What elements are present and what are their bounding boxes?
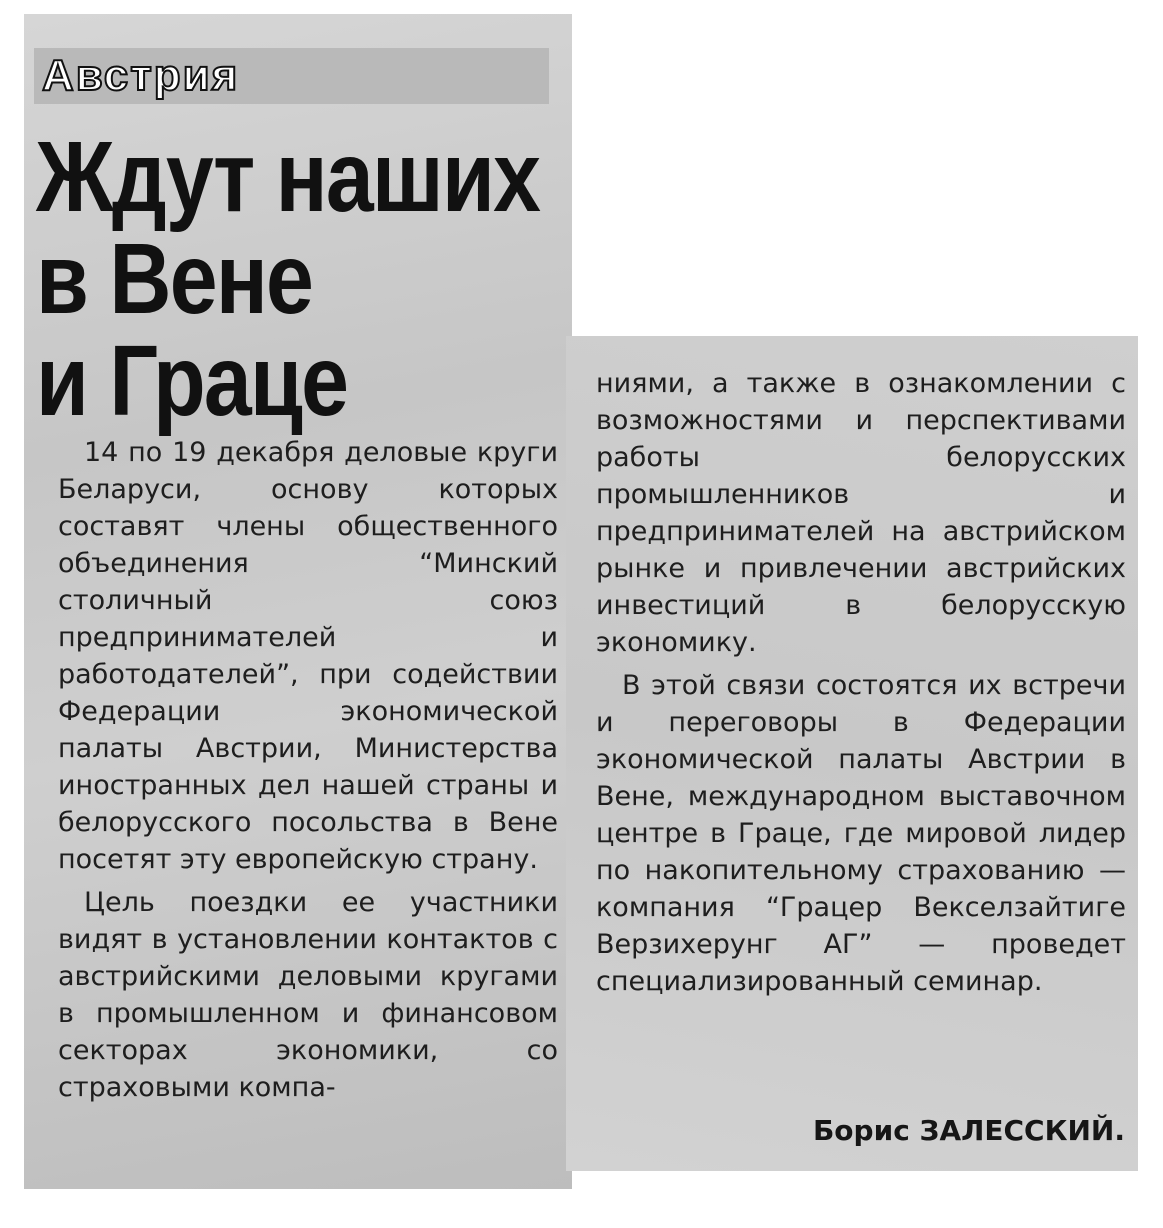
article-column-right [596, 365, 1126, 1000]
article-column-left [58, 434, 558, 1106]
headline [36, 121, 540, 437]
paragraph: Цель поездки ее участники видят в установлении контактов с австрийскими деловыми кругами в промышленном и финансовом секторах экономики, со страховыми компа- [58, 887, 558, 1103]
paragraph: 14 по 19 декабря деловые круги Беларуси, основу которых составят члены общественного объединения “Минский столичный союз предпринимателей и работодателей”, при содействии Федерации экономической палаты Австрии, Министерства иностранных дел нашей страны и белорусского посольства в Вене посетят эту европейскую страну. [58, 437, 558, 875]
headline-line-1: Ждут наших [36, 121, 540, 233]
rubric-band [34, 48, 549, 104]
rubric-label: Австрия [42, 51, 240, 100]
paragraph: ниями, а также в ознакомлении с возможностями и перспективами работы белорусских промышленников и предпринимателей на австрийском рынке и привлечении австрийских инвестиций в белорусскую экономику. [596, 368, 1126, 658]
paragraph: В этой связи состоятся их встречи и переговоры в Федерации экономической палаты Австрии в Вене, международном выставочном центре в Граце, где мировой лидер по накопительному страхованию — компания “Грацер Векселзайтиге Верзихерунг АГ” — проведет специализированный семинар. [596, 670, 1126, 997]
headline-line-3: и Граце [36, 325, 348, 437]
headline-line-2: в Вене [36, 223, 313, 335]
author-byline: Борис ЗАЛЕССКИЙ. [812, 1114, 1125, 1147]
